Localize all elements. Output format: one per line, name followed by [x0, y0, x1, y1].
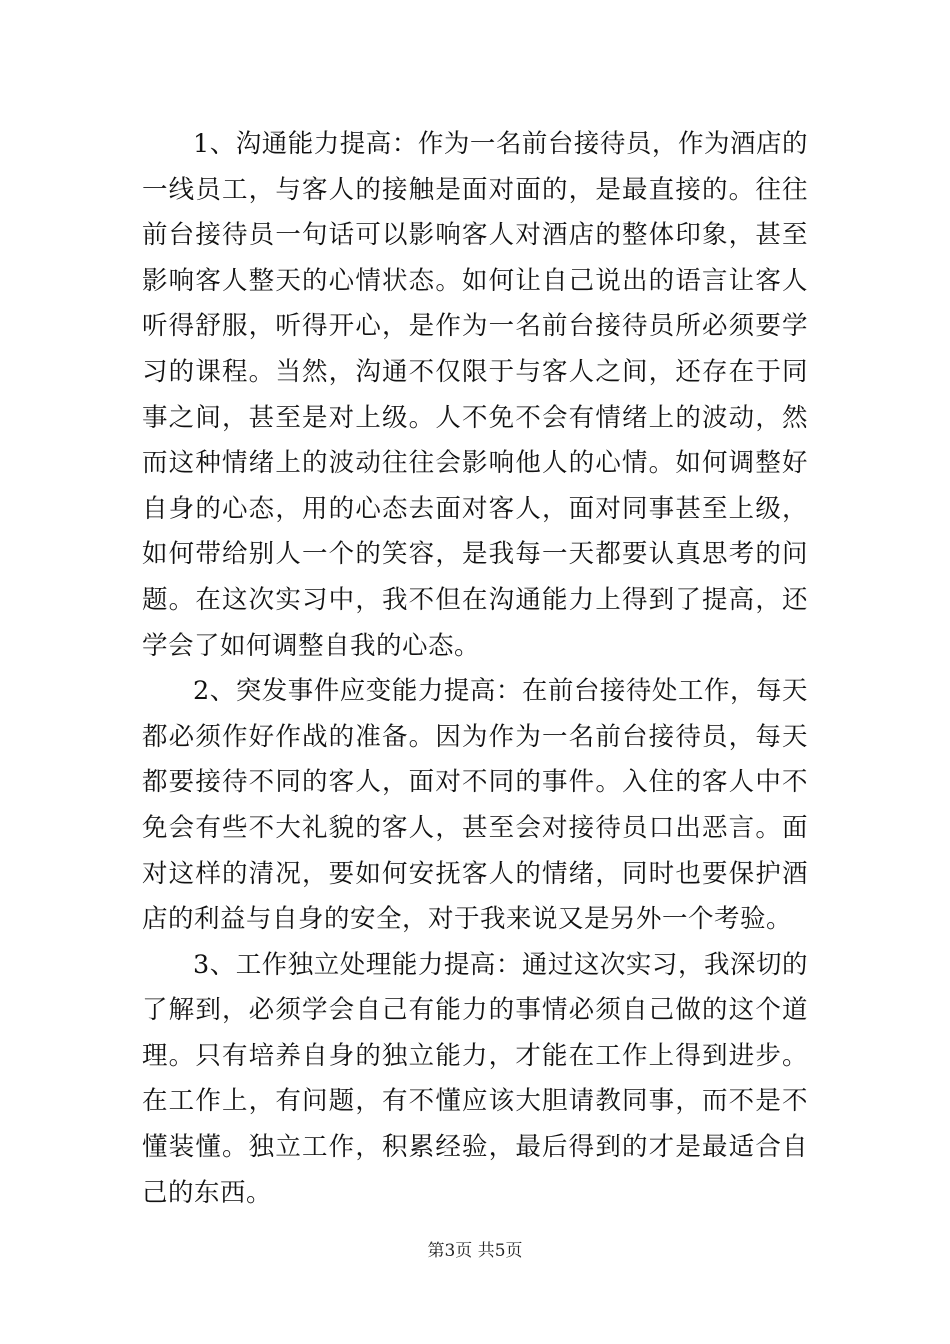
document-body [142, 122, 808, 1216]
paragraph-emergency-response: 2、突发事件应变能力提高：在前台接待处工作，每天都必须作好作战的准备。因为作为一名前台接待员，每天都要接待不同的客人，面对不同的事件。入住的客人中不免会有些不大礼貌的客人，甚至会对接待员口出恶言。面对这样的清况，要如何安抚客人的情绪，同时也要保护酒店的利益与自身的安全，对于我来说又是另外一个考验。 [142, 676, 808, 935]
page-footer: 第3页 共5页 [427, 1241, 523, 1261]
paragraph-communication: 1、沟通能力提高：作为一名前台接待员，作为酒店的一线员工，与客人的接触是面对面的，是最直接的。往往前台接待员一句话可以影响客人对酒店的整体印象，甚至影响客人整天的心情状态。如何让自己说出的语言让客人听得舒服，听得开心，是作为一名前台接待员所必须要学习的课程。当然，沟通不仅限于与客人之间，还存在于同事之间，甚至是对上级。人不免不会有情绪上的波动，然而这种情绪上的波动往往会影响他人的心情。如何调整好自身的心态，用的心态去面对客人，面对同事甚至上级，如何带给别人一个的笑容，是我每一天都要认真思考的问题。在这次实习中，我不但在沟通能力上得到了提高，还学会了如何调整自我的心态。 [142, 129, 808, 661]
paragraph-independent-work: 3、工作独立处理能力提高：通过这次实习，我深切的了解到，必须学会自己有能力的事情必须自己做的这个道理。只有培养自身的独立能力，才能在工作上得到进步。在工作上，有问题，有不懂应该大胆请教同事，而不是不懂装懂。独立工作，积累经验，最后得到的才是最适合自己的东西。 [142, 949, 808, 1208]
